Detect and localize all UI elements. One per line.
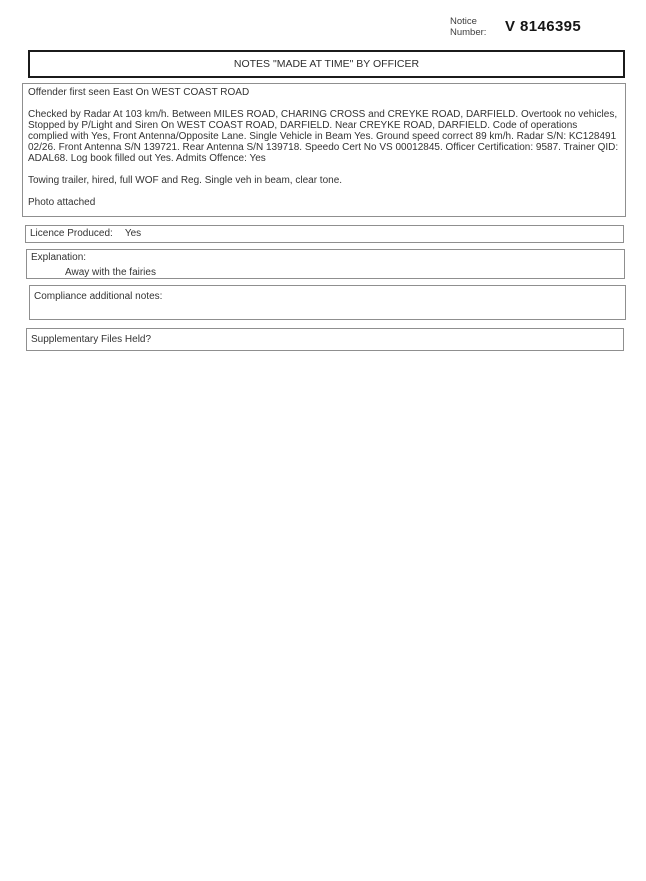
notice-number-label-line2: Number:: [450, 27, 487, 38]
notice-number-label-line1: Notice: [450, 16, 477, 27]
supplementary-files-label: Supplementary Files Held?: [31, 334, 152, 345]
explanation-label: Explanation:: [31, 252, 87, 263]
notice-number-label: [450, 16, 486, 38]
licence-produced-label: Licence Produced:: [30, 228, 113, 239]
explanation-box: [26, 249, 625, 279]
section-title: NOTES "MADE AT TIME" BY OFFICER: [28, 50, 625, 78]
licence-produced-box: [25, 225, 624, 243]
officer-notes-box: [22, 83, 626, 217]
radar-check-paragraph: Checked by Radar At 103 km/h. Between MILES ROAD, CHARING CROSS and CREYKE ROAD, DARFIELD. Overtook no vehicles, Stopped by P/Light and Siren On WEST COAST ROAD, DARFIELD. Near CREYKE ROAD, DARFIELD. Code of operations complied with Yes, Front Antenna/Opposite Lane. Single Vehicle in Beam Yes. Ground speed correct 89 km/h. Radar S/N: KC128491 02/26. Front Antenna S/N 139721. Rear Antenna S/N 139718. Speedo Cert No VS 00012845. Officer Certification: 9587. Trainer QID: ADAL68. Log book filled out Yes. Admits Offence: Yes: [28, 109, 619, 164]
supplementary-files-box: [26, 328, 624, 351]
notice-number-value: V 8146395: [505, 18, 582, 35]
photo-attached-line: Photo attached: [28, 197, 96, 208]
licence-produced-value: Yes: [124, 228, 142, 239]
compliance-notes-label: Compliance additional notes:: [34, 291, 163, 302]
compliance-notes-box: [29, 285, 626, 320]
towing-note-line: Towing trailer, hired, full WOF and Reg. Single veh in beam, clear tone.: [28, 175, 343, 186]
explanation-value: Away with the fairies: [65, 267, 156, 278]
offender-first-seen-line: Offender first seen East On WEST COAST ROAD: [28, 87, 250, 98]
